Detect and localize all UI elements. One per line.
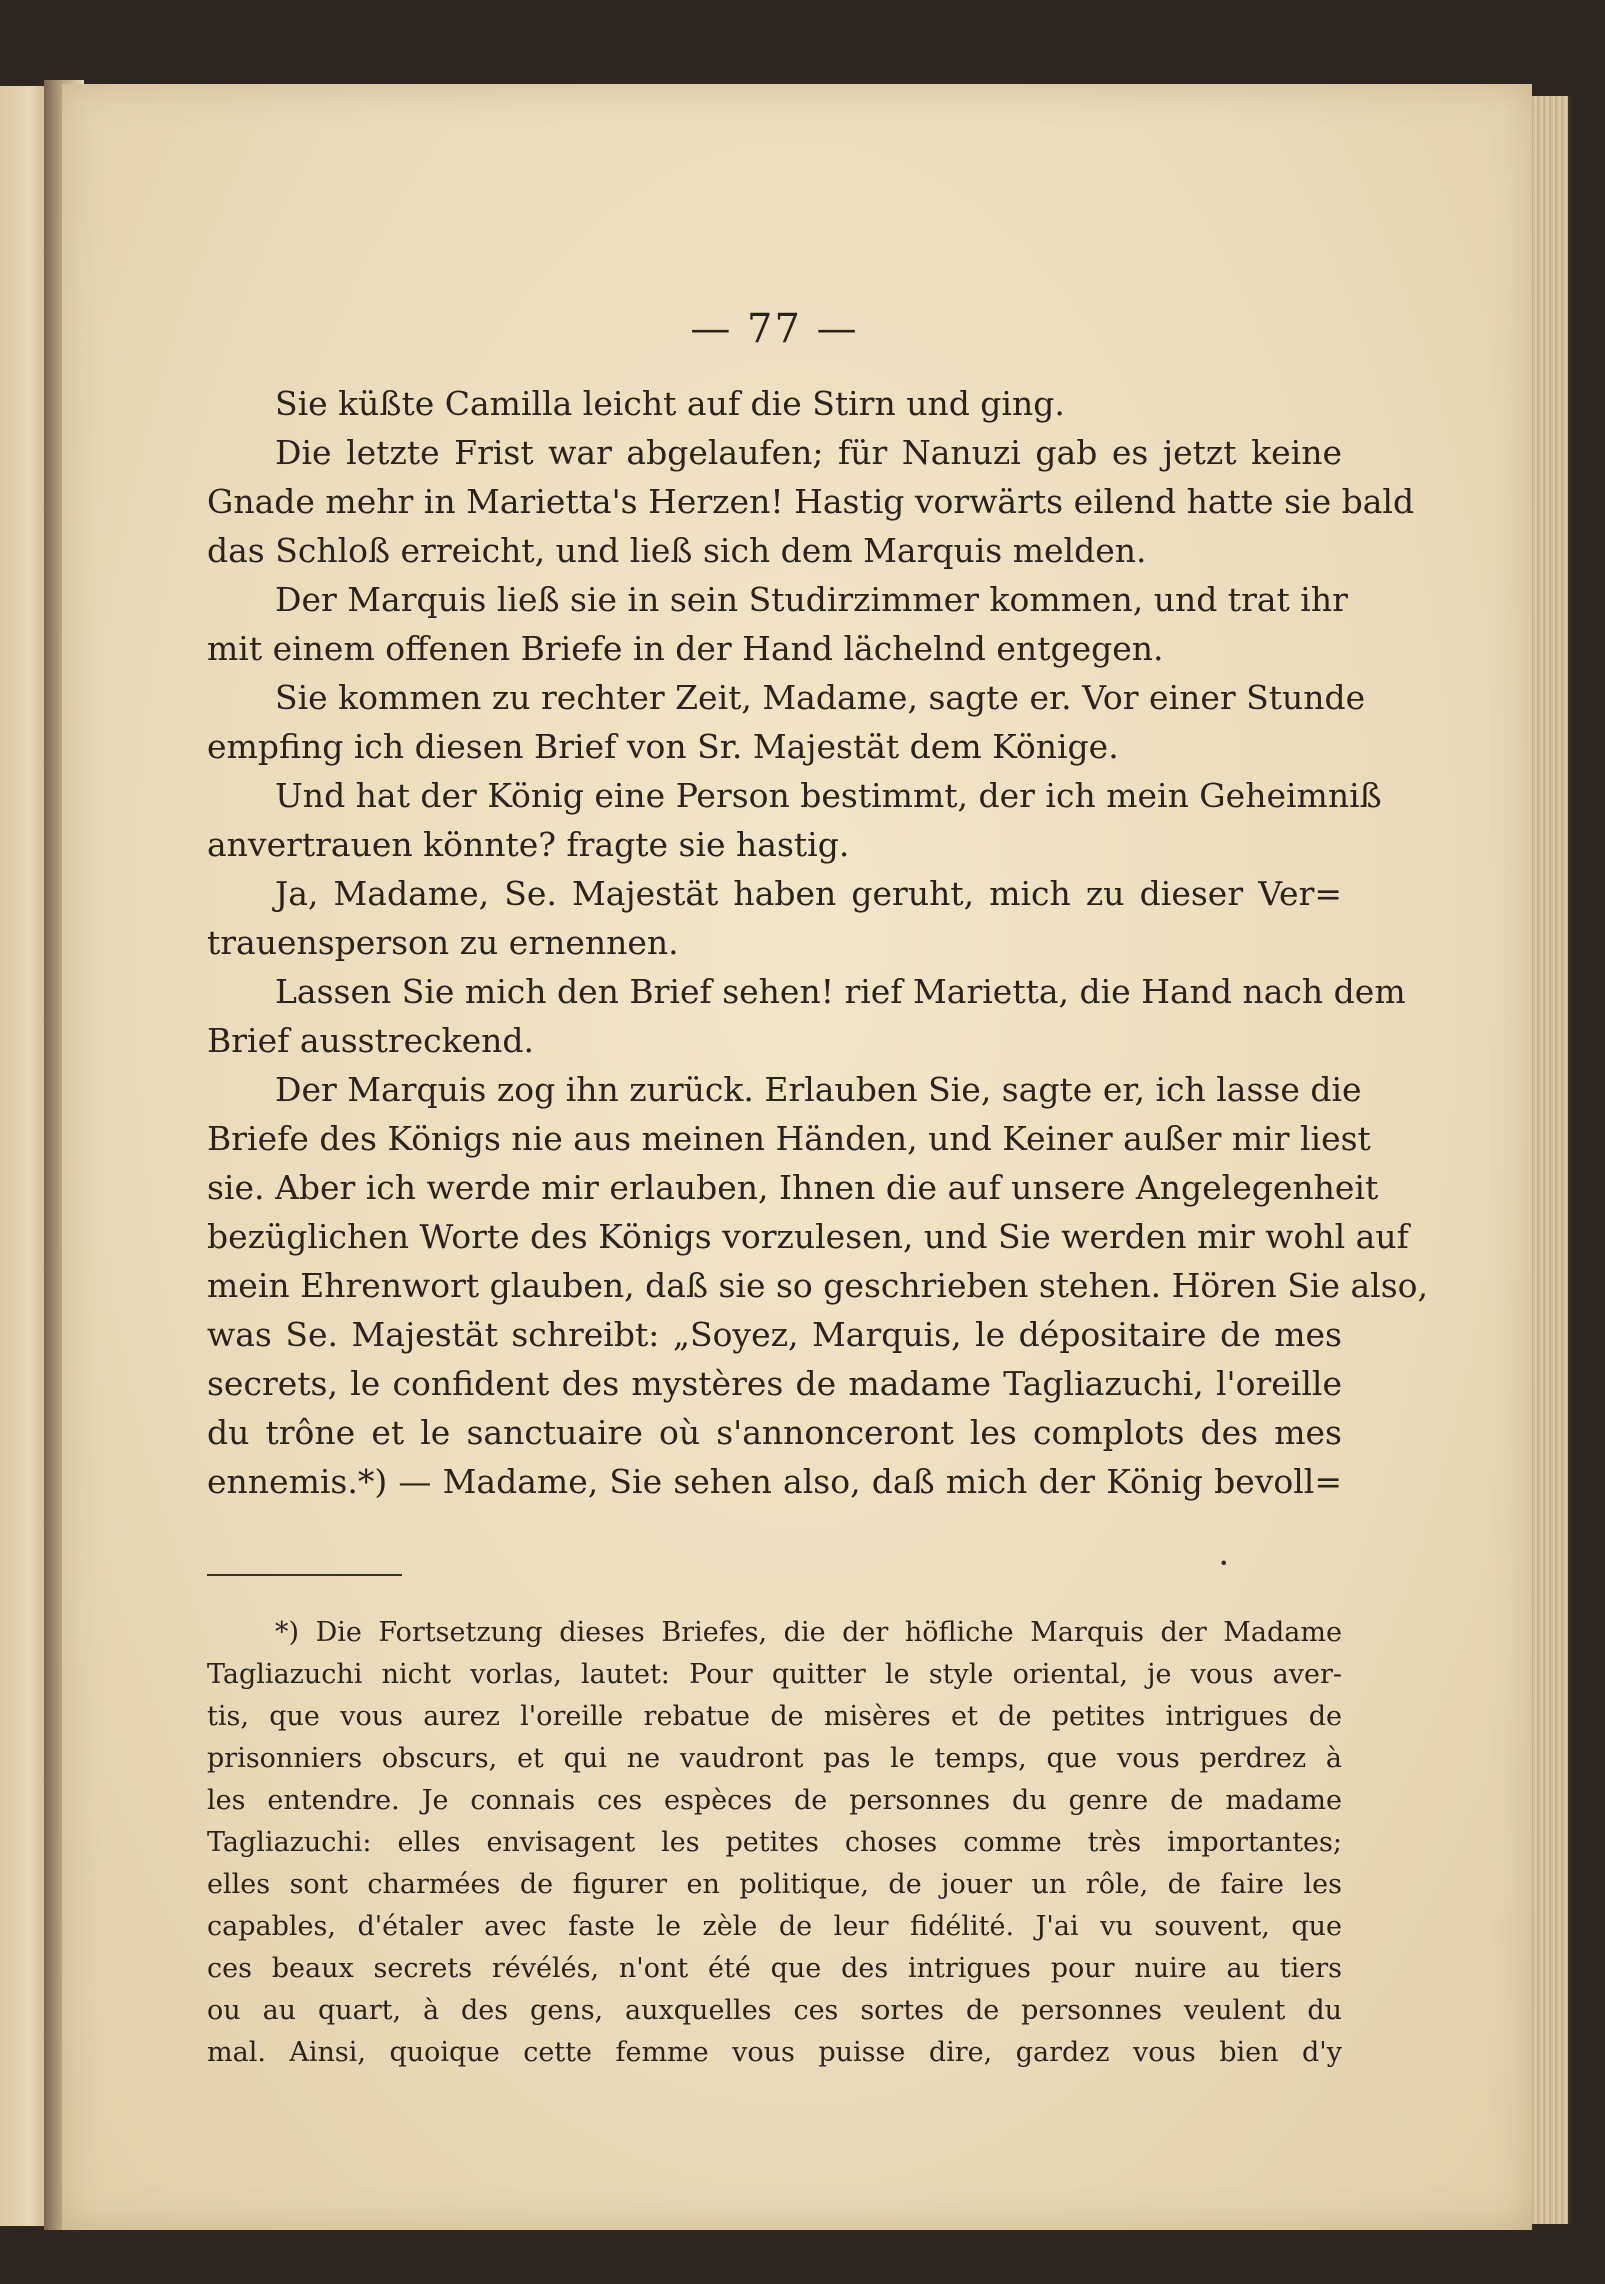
footnote-line: Tagliazuchi nicht vorlas, lautet: Pour quitter le style oriental, je vous aver- <box>207 1659 1342 1690</box>
footnote-line: les entendre. Je connais ces espèces de personnes du genre de madame <box>207 1785 1342 1816</box>
body-line: Der Marquis ließ sie in sein Studirzimmer kommen, und trat ihr <box>275 580 1348 619</box>
right-page-edges <box>1528 96 1571 2224</box>
body-line: Sie küßte Camilla leicht auf die Stirn und ging. <box>275 384 1065 423</box>
body-line: Der Marquis zog ihn zurück. Erlauben Sie, sagte er, ich lasse die <box>275 1070 1362 1109</box>
footnote-line: mal. Ainsi, quoique cette femme vous puisse dire, gardez vous bien d'y <box>207 2037 1342 2068</box>
body-line: mit einem offenen Briefe in der Hand lächelnd entgegen. <box>207 629 1164 668</box>
footnote-line: capables, d'étaler avec faste le zèle de leur fidélité. J'ai vu souvent, que <box>207 1911 1342 1942</box>
body-line: trauensperson zu ernennen. <box>207 923 679 962</box>
footnote-line: elles sont charmées de figurer en politique, de jouer un rôle, de faire les <box>207 1869 1342 1900</box>
body-line: Briefe des Königs nie aus meinen Händen, und Keiner außer mir liest <box>207 1119 1371 1158</box>
body-line: Gnade mehr in Marietta's Herzen! Hastig vorwärts eilend hatte sie bald <box>207 482 1415 521</box>
body-line: Lassen Sie mich den Brief sehen! rief Marietta, die Hand nach dem <box>275 972 1406 1011</box>
footnote-rule <box>207 1574 402 1576</box>
left-page-edge <box>0 86 48 2226</box>
body-line: anvertrauen könnte? fragte sie hastig. <box>207 825 850 864</box>
body-line: Die letzte Frist war abgelaufen; für Nanuzi gab es jetzt keine <box>275 433 1342 472</box>
body-line: du trône et le sanctuaire où s'annonceront les complots des mes <box>207 1413 1342 1452</box>
body-line: Brief ausstreckend. <box>207 1021 535 1060</box>
body-line: Und hat der König eine Person bestimmt, der ich mein Geheimniß <box>275 776 1382 815</box>
footnote-line: prisonniers obscurs, et qui ne vaudront pas le temps, que vous perdrez à <box>207 1743 1342 1774</box>
footnote-line: *) Die Fortsetzung dieses Briefes, die der höfliche Marquis der Madame <box>275 1617 1342 1648</box>
body-line: empfing ich diesen Brief von Sr. Majestät dem Könige. <box>207 727 1119 766</box>
footnote-line: ou au quart, à des gens, auxquelles ces sortes de personnes veulent du <box>207 1995 1342 2026</box>
book-page <box>62 84 1532 2230</box>
footnote-line: Tagliazuchi: elles envisagent les petites choses comme très importantes; <box>207 1827 1342 1858</box>
body-line: secrets, le confident des mystères de madame Tagliazuchi, l'oreille <box>207 1364 1342 1403</box>
body-line: sie. Aber ich werde mir erlauben, Ihnen die auf unsere Angelegenheit <box>207 1168 1379 1207</box>
body-line: ennemis.*) — Madame, Sie sehen also, daß mich der König bevoll= <box>207 1462 1342 1501</box>
body-line: mein Ehrenwort glauben, daß sie so geschrieben stehen. Hören Sie also, <box>207 1266 1428 1305</box>
footnote-line: ces beaux secrets révélés, n'ont été que des intrigues pour nuire au tiers <box>207 1953 1342 1984</box>
body-line: bezüglichen Worte des Königs vorzulesen, und Sie werden mir wohl auf <box>207 1217 1409 1256</box>
body-line: Sie kommen zu rechter Zeit, Madame, sagte er. Vor einer Stunde <box>275 678 1366 717</box>
page-number: — 77 — <box>690 306 859 352</box>
body-line: Ja, Madame, Se. Majestät haben geruht, mich zu dieser Ver= <box>275 874 1342 913</box>
ink-speck: • <box>1219 1554 1229 1573</box>
footnote-line: tis, que vous aurez l'oreille rebatue de misères et de petites intrigues de <box>207 1701 1342 1732</box>
body-line: was Se. Majestät schreibt: „Soyez, Marquis, le dépositaire de mes <box>207 1315 1342 1354</box>
body-line: das Schloß erreicht, und ließ sich dem Marquis melden. <box>207 531 1147 570</box>
